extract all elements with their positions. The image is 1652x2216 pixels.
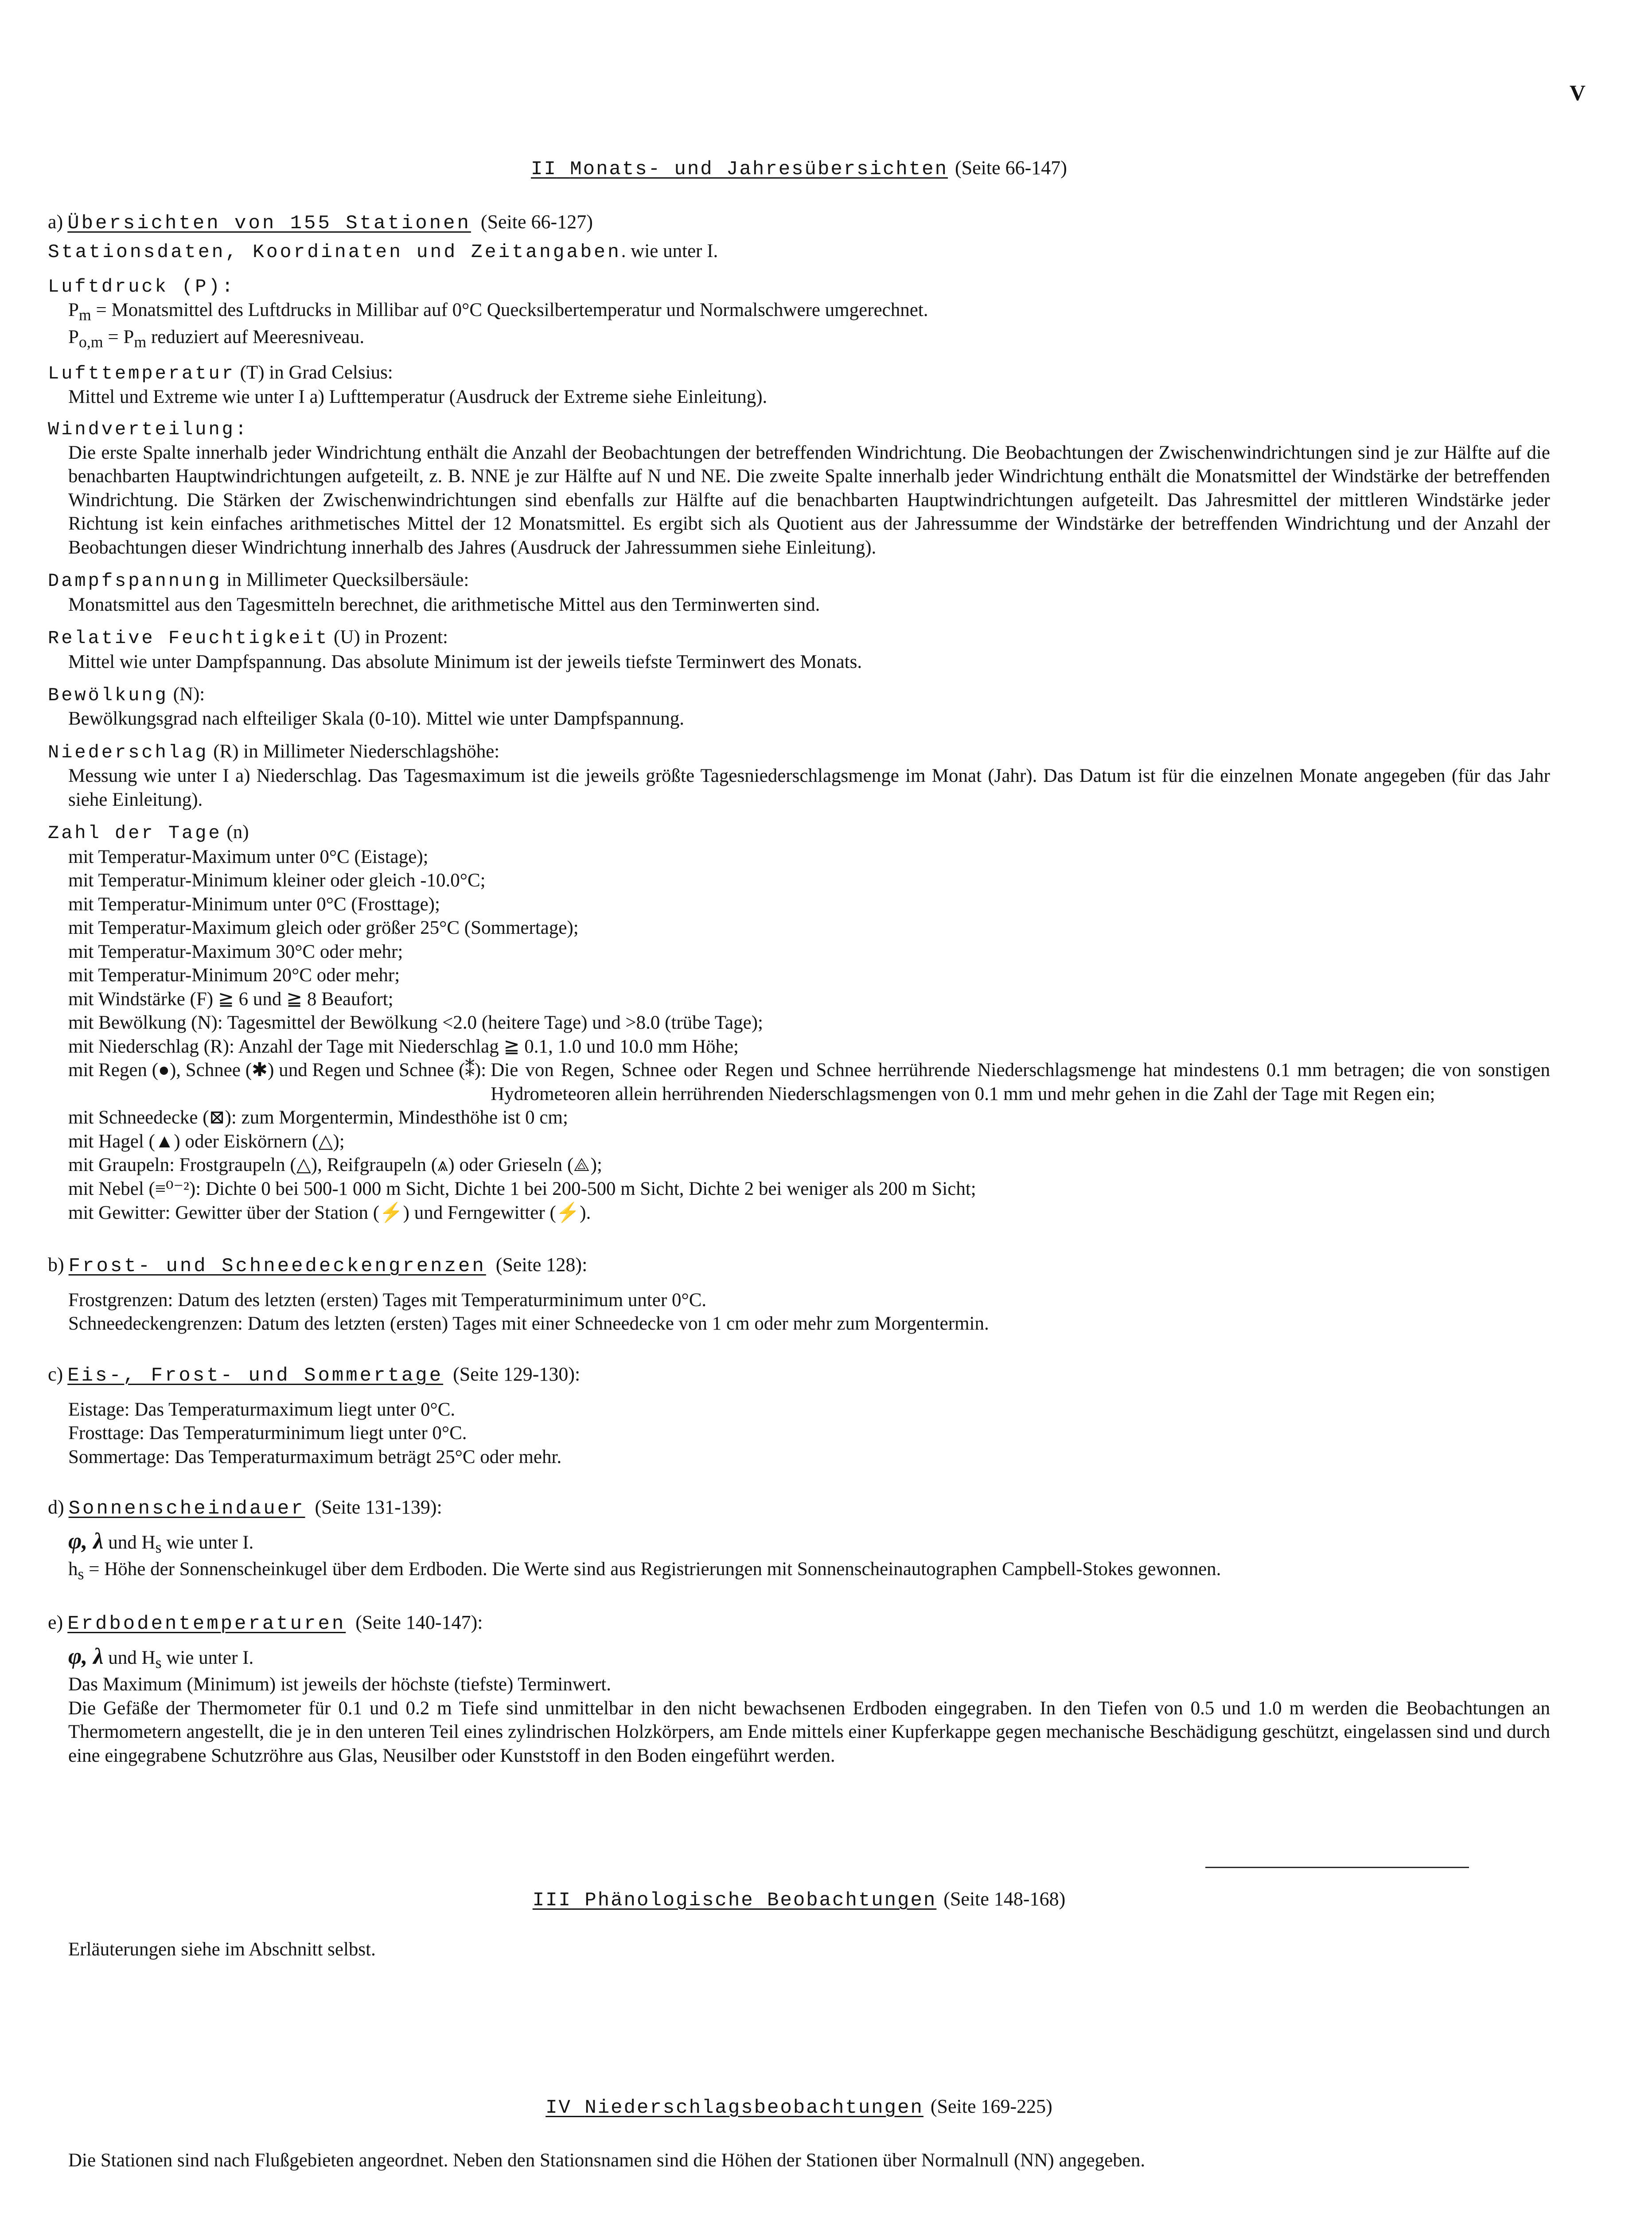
tage-line-eistage: mit Temperatur-Maximum unter 0°C (Eistage);	[68, 846, 429, 867]
section-iv-roman: IV	[545, 2096, 572, 2119]
erdboden-paragraph: Die Gefäße der Thermometer für 0.1 und 0.2 m Tiefe sind unmittelbar in den nicht bewachsenen Erdboden eingegraben. In den Tiefen von 0.5 und 1.0 m werden die Beobachtungen an Thermometern angestellt, die je in den unteren Teil eines zylindrischen Holzkörpers, am Ende mittels einer Kupferkappe gegen mechanische Beschädigung geschützt, eingelassen sind und durch eine eingegrabene Schutzröhre aus Glas, Neusilber oder Kunststoff in den Boden eingeführt werden.	[68, 1697, 1550, 1766]
section-ii-roman: II	[531, 158, 557, 180]
tage-block	[48, 820, 1550, 1225]
lufttemperatur-block	[48, 361, 1550, 409]
dampf-title-rest: in Millimeter Quecksilbersäule:	[222, 570, 469, 591]
pm-symbol: P	[68, 300, 79, 321]
phi-lambda-symbol: φ, λ	[68, 1528, 104, 1554]
eistage-line: Eistage: Das Temperaturmaximum liegt unter 0°C.	[68, 1399, 456, 1420]
station-intro-rest: . wie unter I.	[621, 240, 718, 261]
station-intro-spaced: Stationsdaten, Koordinaten und Zeitangaben	[48, 241, 621, 263]
subsection-d-text	[48, 1527, 1550, 1584]
pom-subscript-2: m	[134, 333, 147, 351]
tage-line-schneedecke: mit Schneedecke (⊠): zum Morgentermin, Mindesthöhe ist 0 cm;	[68, 1107, 568, 1128]
erdboden-coords-line	[48, 1642, 1550, 1673]
subsection-e-title: Erdbodentemperaturen	[67, 1613, 346, 1635]
niederschlag-title	[48, 740, 1550, 764]
pom-text: reduziert auf Meeresniveau.	[146, 326, 365, 347]
hs-subscript: s	[78, 1565, 84, 1583]
tage-line-frosttage: mit Temperatur-Minimum unter 0°C (Frosttage);	[68, 893, 440, 915]
dampf-title-spaced: Dampfspannung	[48, 570, 222, 592]
tage-regen-lead: mit Regen (●), Schnee (✱) und Regen und Schnee (⁑):	[68, 1060, 487, 1081]
tage-line-nebel: mit Nebel (≡⁰⁻²): Dichte 0 bei 500-1 000 m Sicht, Dichte 1 bei 200-500 m Sicht, Dichte 2 bei weniger als 200 m Sicht;	[68, 1178, 976, 1199]
tage-regen-item	[68, 1058, 1550, 1106]
station-intro	[48, 239, 1550, 264]
sonnenschein-hs-line	[48, 1557, 1550, 1584]
feuchte-block	[48, 625, 1550, 674]
section-iii-title: Phänologische Beobachtungen	[584, 1889, 937, 1912]
erdboden-h-end: wie unter I.	[161, 1647, 254, 1669]
frostgrenzen-line: Frostgrenzen: Datum des letzten (ersten) Tages mit Temperaturminimum unter 0°C.	[68, 1289, 707, 1311]
tage-line-minus10: mit Temperatur-Minimum kleiner oder gleich -10.0°C;	[68, 870, 486, 891]
subsection-c-pages: (Seite 129-130):	[453, 1363, 581, 1385]
subsection-d-pages: (Seite 131-139):	[315, 1496, 442, 1518]
bewoelkung-title-rest: (N):	[168, 684, 205, 705]
page-content	[48, 156, 1550, 2172]
dampf-title	[48, 568, 1550, 593]
windverteilung-title: Windverteilung:	[48, 418, 249, 440]
erdboden-h-text: und H	[103, 1647, 156, 1669]
section-ii-title: Monats- und Jahresübersichten	[570, 158, 948, 180]
section-ii-heading	[48, 156, 1550, 182]
sonnenschein-h-end: wie unter I.	[161, 1532, 254, 1553]
subsection-e-label: e)	[48, 1611, 63, 1634]
tage-regen-tail: Die von Regen, Schnee oder Regen und Schnee herrührende Niederschlagsmenge hat mindestens 0.1 mm betragen; die von sonstigen Hydrometeoren allein herrührenden Niederschlagsmengen von 0.1 mm und mehr gehen in die Zahl der Tage mit Regen ein;	[491, 1060, 1550, 1104]
erdboden-maximum-line: Das Maximum (Minimum) ist jeweils der höchste (tiefste) Terminwert.	[68, 1674, 612, 1695]
subsection-c-label: c)	[48, 1363, 63, 1385]
page-number: V	[1569, 80, 1586, 105]
erdboden-h-subscript: s	[155, 1654, 162, 1672]
niederschlag-text: Messung wie unter I a) Niederschlag. Das Tagesmaximum ist die jeweils größte Tagesniederschlagsmenge im Monat (Jahr). Das Datum ist für die einzelnen Monate angegeben (für das Jahr siehe Einleitung).	[68, 765, 1550, 810]
tage-list	[48, 845, 1550, 1225]
subsection-e-text	[48, 1642, 1550, 1767]
sonnenschein-h-subscript: s	[155, 1538, 162, 1557]
windverteilung-block	[48, 418, 1550, 560]
section-iii-heading	[48, 1887, 1550, 1913]
tage-line-20c: mit Temperatur-Minimum 20°C oder mehr;	[68, 965, 400, 986]
section-iv-heading	[48, 2095, 1550, 2120]
subsection-e-heading	[48, 1611, 1550, 1636]
pom-equals: = P	[103, 326, 134, 347]
luftdruck-title: Luftdruck (P):	[48, 276, 235, 298]
sonnenschein-coords-line	[48, 1527, 1550, 1557]
subsection-a-heading	[48, 210, 1550, 236]
subsection-d-heading	[48, 1495, 1550, 1521]
luftdruck-line-2	[48, 325, 1550, 352]
tage-title-spaced: Zahl der Tage	[48, 823, 222, 844]
feuchte-text: Mittel wie unter Dampfspannung. Das absolute Minimum ist der jeweils tiefste Terminwert des Monats.	[68, 651, 862, 672]
hs-symbol: h	[68, 1559, 78, 1580]
luftdruck-line-1	[48, 298, 1550, 325]
subsection-d-label: d)	[48, 1496, 64, 1518]
niederschlag-block	[48, 740, 1550, 811]
section-iii-pages: (Seite 148-168)	[943, 1888, 1066, 1910]
subsection-c-heading	[48, 1362, 1550, 1388]
separator-rule	[1205, 1867, 1469, 1868]
dampf-block	[48, 568, 1550, 616]
tage-line-gewitter: mit Gewitter: Gewitter über der Station (⚡) und Ferngewitter (⚡).	[68, 1202, 591, 1223]
section-iv-title: Niederschlagsbeobachtungen	[584, 2096, 923, 2119]
section-ii-pages: (Seite 66-147)	[955, 157, 1067, 179]
subsection-b-text	[48, 1288, 1550, 1336]
subsection-b-pages: (Seite 128):	[495, 1254, 588, 1276]
lufttemperatur-title-spaced: Lufttemperatur	[48, 363, 235, 384]
frosttage-line: Frosttage: Das Temperaturminimum liegt unter 0°C.	[68, 1423, 467, 1444]
tage-line-sommertage: mit Temperatur-Maximum gleich oder größer 25°C (Sommertage);	[68, 917, 579, 939]
tage-line-niederschlag: mit Niederschlag (R): Anzahl der Tage mit Niederschlag ≧ 0.1, 1.0 und 10.0 mm Höhe;	[68, 1036, 739, 1057]
bewoelkung-title-spaced: Bewölkung	[48, 685, 168, 706]
subsection-a-label: a)	[48, 211, 63, 233]
section-iii-roman: III	[532, 1889, 572, 1912]
tage-line-wind: mit Windstärke (F) ≧ 6 und ≧ 8 Beaufort;	[68, 988, 394, 1010]
phi-lambda-symbol-2: φ, λ	[68, 1644, 104, 1670]
section-iii-text: Erläuterungen siehe im Abschnitt selbst.	[68, 1939, 376, 1960]
section-iv-pages: (Seite 169-225)	[930, 2095, 1052, 2117]
subsection-c-text	[48, 1398, 1550, 1469]
windverteilung-text: Die erste Spalte innerhalb jeder Windrichtung enthält die Anzahl der Beobachtungen der betreffenden Windrichtung. Die Beobachtungen der Zwischenwindrichtungen sind je zur Hälfte auf die benachbarten Hauptwindrichtungen aufgeteilt, z. B. NNE je zur Hälfte auf N und NE. Die zweite Spalte innerhalb jeder Windrichtung enthält die Monatsmittel der Windstärke der betreffenden Windrichtung. Die Stärken der Zwischenwindrichtungen sind ebenfalls zur Hälfte auf die benachbarten Hauptwindrichtungen aufgeteilt. Das Jahresmittel der mittleren Windstärke jeder Richtung ist kein einfaches arithmetisches Mittel der 12 Monatsmittel. Es ergibt sich als Quotient aus der Jahressumme der Windstärke der betreffenden Windrichtung und der Anzahl der Beobachtungen dieser Windrichtung innerhalb des Jahres (Ausdruck der Jahressummen siehe Einleitung).	[68, 442, 1550, 558]
pom-subscript: o,m	[78, 333, 103, 351]
tage-line-30c: mit Temperatur-Maximum 30°C oder mehr;	[68, 941, 403, 962]
lufttemperatur-title	[48, 361, 1550, 385]
tage-line-hagel: mit Hagel (▲) oder Eiskörnern (△);	[68, 1131, 345, 1152]
pm-subscript: m	[78, 306, 91, 324]
subsection-a-pages: (Seite 66-127)	[480, 211, 593, 233]
subsection-e-pages: (Seite 140-147):	[355, 1611, 483, 1634]
niederschlag-title-spaced: Niederschlag	[48, 741, 209, 763]
tage-line-graupeln: mit Graupeln: Frostgraupeln (△), Reifgraupeln (⩓) oder Grieseln (⟁);	[68, 1155, 602, 1176]
luftdruck-block	[48, 275, 1550, 352]
bewoelkung-block	[48, 683, 1550, 731]
tage-line-bewoelkung: mit Bewölkung (N): Tagesmittel der Bewölkung <2.0 (heitere Tage) und >8.0 (trübe Tage);	[68, 1012, 763, 1034]
pom-symbol: P	[68, 326, 79, 347]
schneedeckengrenzen-line: Schneedeckengrenzen: Datum des letzten (ersten) Tages mit einer Schneedecke von 1 cm oder mehr zum Morgentermin.	[68, 1313, 989, 1334]
subsection-b-label: b)	[48, 1254, 64, 1276]
subsection-b-heading	[48, 1253, 1550, 1279]
sonnenschein-h-text: und H	[103, 1532, 156, 1553]
feuchte-title	[48, 625, 1550, 650]
tage-title	[48, 820, 1550, 845]
subsection-d-title: Sonnenscheindauer	[68, 1498, 305, 1520]
dampf-text: Monatsmittel aus den Tagesmitteln berechnet, die arithmetische Mittel aus den Terminwerten sind.	[68, 594, 820, 615]
subsection-c-title: Eis-, Frost- und Sommertage	[67, 1364, 444, 1387]
feuchte-title-rest: (U) in Prozent:	[329, 627, 448, 648]
bewoelkung-title	[48, 683, 1550, 707]
subsection-a-title: Übersichten von 155 Stationen	[67, 212, 471, 234]
sommertage-line: Sommertage: Das Temperaturmaximum beträgt 25°C oder mehr.	[68, 1446, 562, 1467]
subsection-b-title: Frost- und Schneedeckengrenzen	[68, 1255, 486, 1278]
tage-title-rest: (n)	[222, 822, 249, 843]
bewoelkung-text: Bewölkungsgrad nach elfteiliger Skala (0-10). Mittel wie unter Dampfspannung.	[68, 708, 684, 730]
niederschlag-title-rest: (R) in Millimeter Niederschlagshöhe:	[208, 741, 500, 762]
lufttemperatur-text: Mittel und Extreme wie unter I a) Lufttemperatur (Ausdruck der Extreme siehe Einleitung).	[68, 386, 768, 407]
feuchte-title-spaced: Relative Feuchtigkeit	[48, 628, 329, 649]
lufttemperatur-title-rest: (T) in Grad Celsius:	[235, 362, 393, 383]
hs-text: = Höhe der Sonnenscheinkugel über dem Erdboden. Die Werte sind aus Registrierungen mit Sonnenscheinautographen Campbell-Stokes gewonnen.	[84, 1559, 1221, 1580]
section-iv-text: Die Stationen sind nach Flußgebieten angeordnet. Neben den Stationsnamen sind die Höhen der Stationen über Normalnull (NN) angegeben.	[68, 2150, 1145, 2171]
pm-text: = Monatsmittel des Luftdrucks in Millibar auf 0°C Quecksilbertemperatur und Normalschwere umgerechnet.	[91, 300, 928, 321]
